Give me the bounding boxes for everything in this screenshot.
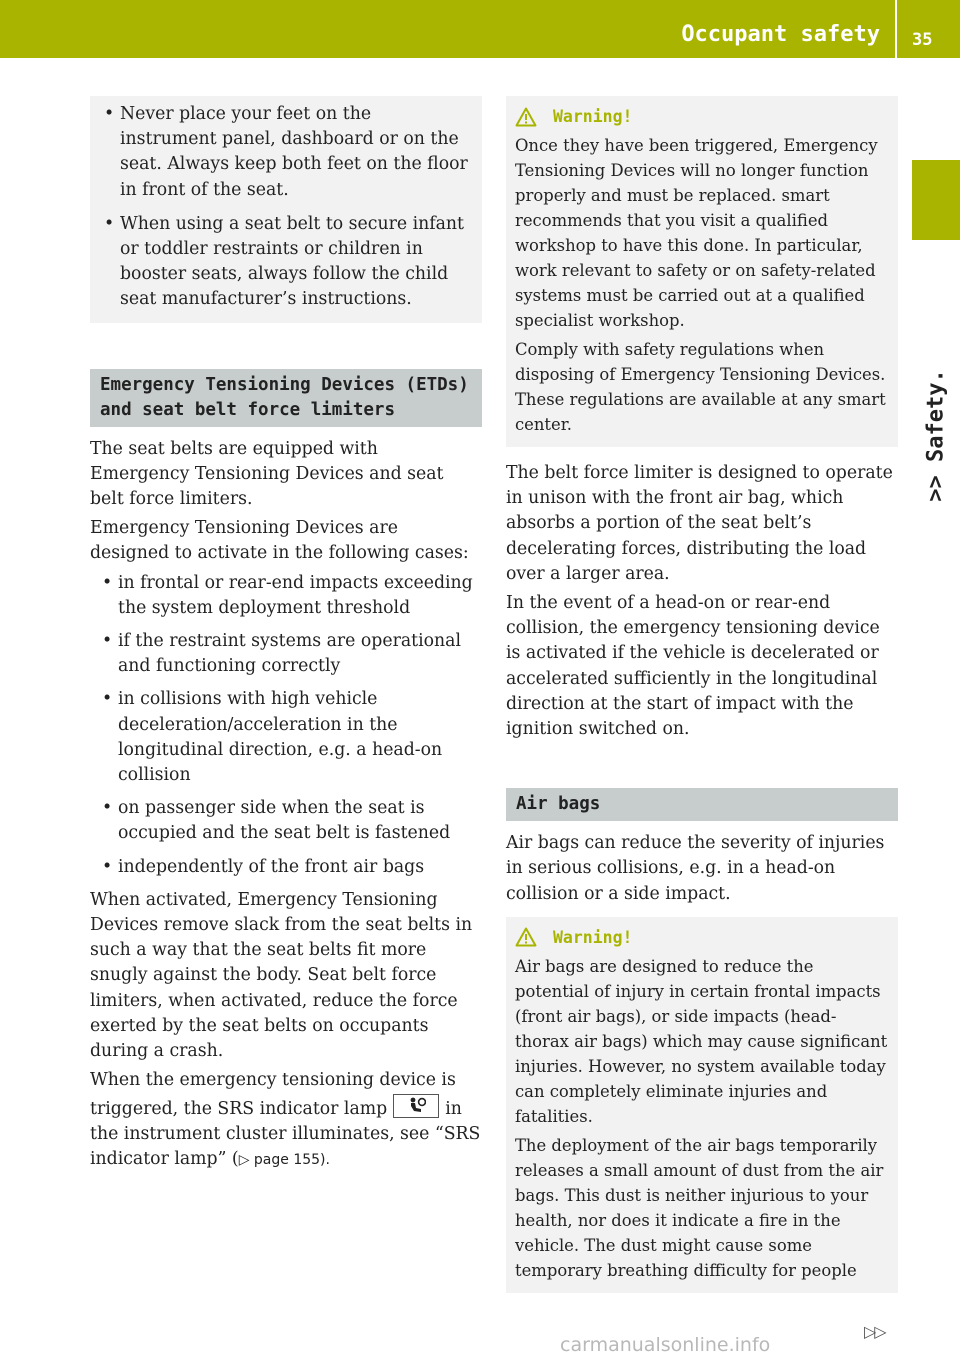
warning-title: Warning! bbox=[553, 927, 633, 947]
note-box bbox=[90, 96, 482, 323]
paragraph: The seat belts are equipped with Emergency Tensioning Devices and seat belt force limiters. bbox=[90, 438, 444, 510]
warning-triangle-icon bbox=[515, 927, 537, 947]
list-item: • in frontal or rear-end impacts exceeding the system deployment threshold bbox=[98, 571, 482, 621]
section-heading-etd: Emergency Tensioning Devices (ETDs) and seat belt force limiters bbox=[90, 369, 482, 427]
srs-airbag-icon bbox=[393, 1094, 439, 1118]
paragraph: Air bags can reduce the severity of injuries in serious collisions, e.g. in a head-on collision or a side impact. bbox=[506, 833, 885, 904]
side-tab-marker bbox=[912, 160, 960, 240]
chapter-side-label: >> Safety. bbox=[923, 368, 949, 502]
warning-triangle-icon bbox=[515, 107, 537, 127]
list-item: • on passenger side when the seat is occupied and the seat belt is fastened bbox=[98, 796, 482, 846]
paragraph: Emergency Tensioning Devices are designed to activate in the following cases: bbox=[90, 518, 469, 564]
section-title: Occupant safety bbox=[681, 22, 880, 47]
list-item: • if the restraint systems are operational and functioning correctly bbox=[98, 629, 482, 679]
warning-title: Warning! bbox=[553, 107, 633, 126]
watermark: carmanualsonline.info bbox=[560, 1334, 771, 1356]
page-reference-link[interactable]: ▷ page 155). bbox=[238, 1151, 330, 1168]
warning-box bbox=[506, 917, 898, 1293]
section-heading-air-bags: Air bags bbox=[506, 788, 898, 821]
activation-cases-list bbox=[90, 571, 482, 880]
list-item: • in collisions with high vehicle deceleration/acceleration in the longitudinal direction, e.g. a head-on collision bbox=[98, 687, 482, 788]
note-bullet: • Never place your feet on the instrument panel, dashboard or on the seat. Always keep both feet on the floor in front of the seat. bbox=[100, 102, 472, 203]
header-divider bbox=[895, 0, 897, 58]
note-bullet: • When using a seat belt to secure infant or toddler restraints or children in booster seats, always follow the child seat manufacturer’s instructions. bbox=[100, 212, 472, 313]
list-item: • independently of the front air bags bbox=[98, 855, 482, 880]
page-number: 35 bbox=[912, 30, 933, 50]
continue-arrows-icon: ▷▷ bbox=[864, 1322, 885, 1341]
left-column bbox=[90, 96, 482, 1177]
paragraph: In the event of a head-on or rear-end collision, the emergency tensioning device is activated if the vehicle is decelerated or accelerated sufficiently in the longitudinal direction at the start of impact with the ignition switched on. bbox=[506, 593, 880, 740]
warning-header bbox=[515, 104, 889, 129]
warning-text: Once they have been triggered, Emergency Tensioning Devices will no longer function properly and must be replaced. smart recommends that you visit a qualified workshop to have this done. In particular, work relevant to safety or on safety-related systems must be carried out at a qualified specialist workshop. bbox=[515, 136, 878, 330]
warning-box bbox=[506, 96, 898, 447]
paragraph-srs: When the emergency tensioning device is triggered, the SRS indicator lamp in the instrument cluster illuminates, see “SRS indicator lamp” (▷ page 155). bbox=[90, 1070, 481, 1169]
paragraph: The belt force limiter is designed to operate in unison with the front air bag, which absorbs a portion of the seat belt’s decelerating forces, distributing the load over a larger area. bbox=[506, 463, 893, 584]
warning-text: Air bags are designed to reduce the potential of injury in certain frontal impacts (front air bags), or side impacts (head-thorax air bags) which may cause significant injuries. However, no system available today can completely eliminate injuries and fatalities. bbox=[515, 956, 888, 1126]
warning-text: Comply with safety regulations when disposing of Emergency Tensioning Devices. These regulations are available at any smart center. bbox=[515, 340, 886, 434]
right-column bbox=[506, 96, 898, 1307]
paragraph: When activated, Emergency Tensioning Devices remove slack from the seat belts in such a way that the seat belts fit more snugly against the body. Seat belt force limiters, when activated, reduce the force exerted by the seat belts on occupants during a crash. bbox=[90, 889, 473, 1062]
warning-header bbox=[515, 925, 889, 950]
warning-text: The deployment of the air bags temporarily releases a small amount of dust from the air bags. This dust is neither injurious to your health, nor does it indicate a fire in the vehicle. The dust might cause some temporary breathing difficulty for people bbox=[515, 1135, 884, 1280]
